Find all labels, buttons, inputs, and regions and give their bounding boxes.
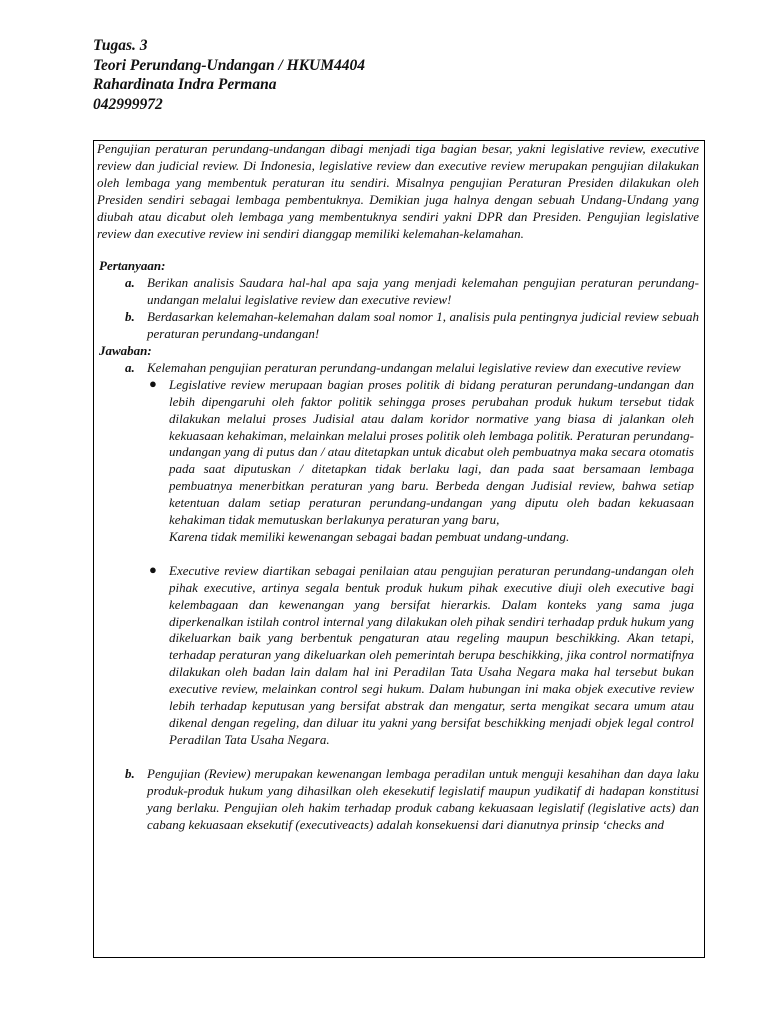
answer-a xyxy=(97,360,699,377)
answer-b xyxy=(97,766,699,834)
answer-a-bullet-legislative xyxy=(97,377,694,529)
course-title: Teori Perundang-Undangan / HKUM4404 xyxy=(93,56,366,74)
question-a-text: Berikan analisis Saudara hal-hal apa saja yang menjadi kelemahan pengujian peraturan perundang-undangan melalui legislative review dan executive review! xyxy=(147,275,699,308)
student-name: Rahardinata Indra Permana xyxy=(93,76,277,93)
document-header xyxy=(93,36,365,114)
bullet-icon: ● xyxy=(149,375,157,391)
question-a xyxy=(97,275,699,309)
question-b-marker: b. xyxy=(125,309,135,325)
student-id: 042999972 xyxy=(93,95,163,113)
assignment-number: Tugas. 3 xyxy=(93,37,148,54)
intro-paragraph: Pengujian peraturan perundang-undangan dibagi menjadi tiga bagian besar, yakni legislative review, executive review dan judicial review. Di Indonesia, legislative review dan executive review merupakan pengujian dilakukan oleh lembaga yang membentuk peraturan itu sendiri. Misalnya pengujian Peraturan Presiden dilakukan oleh Presiden sendiri sebagai lembaga pembentuknya. Demikian juga halnya dengan sebuah Undang-Undang yang diubah atau dicabut oleh lembaga yang membentuknya sendiri yakni DPR dan Presiden. Pengujian legislative review dan executive review ini sendiri dianggap memiliki kelemahan-kelamahan. xyxy=(97,141,699,241)
answer-a-bullet-executive xyxy=(97,563,694,749)
answers-title: Jawaban: xyxy=(99,342,152,358)
answer-a-marker: a. xyxy=(125,359,135,375)
answer-b-marker: b. xyxy=(125,765,135,781)
bullet-executive-text: Executive review diartikan sebagai penilaian atau pengujian peraturan perundang-undangan oleh pihak executive, artinya segala bentuk produk hukum pihak executive diuji oleh executive bagi kelembagaan dan kewenangan yang bersifat hierarkis. Dalam konteks yang sama juga diperkenalkan istilah control internal yang dilakukan oleh pihak sendiri terhadap prduk hukum yang dikeluarkan baik yang berbentuk pengaturan atau regeling maupun beschikking. Akan tetapi, terhadap peraturan yang dikeluarkan oleh pemerintah berupa beschikking, jika control normatifnya dilakukan oleh badan lain dalam hal ini Peradilan Tata Usaha Negara maka hal tersebut bukan executive review, melainkan control segi hukum. Dalam hubungan ini maka objek executive review lebih terhadap keputusan yang bersifat abstrak dan mengatur, serta mengikat secara umum atau dikenal dengan regeling, dan diluar itu yakni yang bersifat beschikking menjadi objek legal control Peradilan Tata Usaha Negara. xyxy=(169,562,694,747)
question-b-text: Berdasarkan kelemahan-kelemahan dalam soal nomor 1, analisis pula pentingnya judicial review sebuah peraturan perundang-undangan! xyxy=(147,309,699,342)
question-a-marker: a. xyxy=(125,275,135,291)
content-box xyxy=(93,140,705,958)
bullet-legislative-text: Legislative review merupaan bagian proses politik di bidang peraturan perundang-undangan dan lebih dipengaruhi oleh faktor politik sehingga proses perubahan produk hukum tersebut tidak dilakukan melalui proses Judisial atau dalam koridor normative yang biasa di jalankan oleh kekuasaan kehakiman, melainkan melalui proses politik oleh lembaga politik. Peraturan perundang-undangan yang di putus dan / atau ditetapkan untuk dicabut oleh pembuatnya maka secara otomatis pada saat diputuskan / ditetapkan tidak berlaku lagi, dan pada saat bersamaan lembaga pembuatnya menerbitkan peraturan yang baru. Berbeda dengan Judisial review, bahwa setiap ketentuan dalam setiap peraturan perundang-undangan yang diputu oleh badan kekuasaan kehakiman tidak memutuskan berlakunya peraturan yang baru, xyxy=(169,376,694,528)
answer-a-text: Kelemahan pengujian peraturan perundang-undangan melalui legislative review dan executive review xyxy=(147,359,681,375)
bullet-icon: ● xyxy=(149,561,157,577)
question-b xyxy=(97,309,699,343)
answer-a-note: Karena tidak memiliki kewenangan sebagai badan pembuat undang-undang. xyxy=(169,528,570,544)
questions-title: Pertanyaan: xyxy=(99,258,166,274)
answer-b-text: Pengujian (Review) merupakan kewenangan lembaga peradilan untuk menguji kesahihan dan daya laku produk-produk hukum yang dihasilkan oleh ekesekutif legislatif maupun yudikatif di hadapan konstitusi yang berlaku. Pengujian oleh hakim terhadap produk cabang kekuasaan legislatif (legislative acts) dan cabang kekuasaan eksekutif (executiveacts) adalah konsekuensi dari dianutnya prinsip ‘checks and xyxy=(147,765,699,832)
